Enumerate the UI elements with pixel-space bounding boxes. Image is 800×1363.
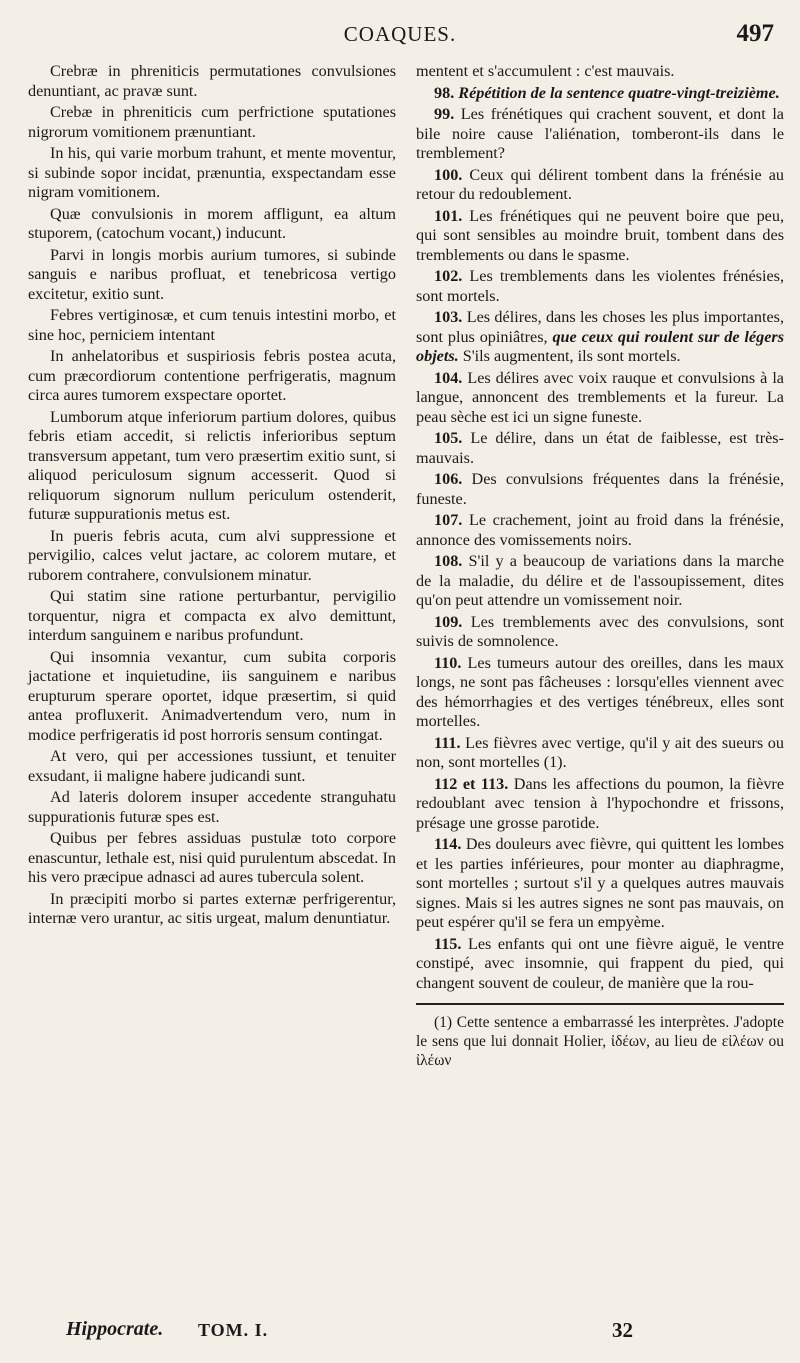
sentence-text: Les enfants qui ont une fièvre aiguë, le ventre constipé, avec insomnie, qui frappent du pied, qui changent souvent de couleur, de manière que la rou-: [416, 934, 784, 992]
sentence-106: [416, 470, 784, 509]
sentence-text: S'il y a beaucoup de variations dans la marche de la maladie, du délire et de l'assoupissement, dites qu'on peut attendre un vomissement noir.: [416, 552, 785, 609]
latin-paragraph: Crebræ in phreniticis permutationes convulsiones denuntiant, ac pravæ sunt.: [28, 62, 396, 100]
footnote: [416, 1013, 784, 1070]
signature-mark: 32: [612, 1318, 633, 1342]
french-column: [416, 62, 784, 1072]
footnote-text: (1) Cette sentence a embarrassé les interprètes. J'adopte le sens que lui donnait Holier, ἰδέων, au lieu de εἰλέων ou ἰλέων: [416, 1014, 784, 1069]
footer-title: Hippocrate.: [66, 1318, 164, 1340]
sentence-number: 111.: [434, 733, 461, 752]
sentence-number: 98.: [434, 83, 455, 102]
sentence-number: 99.: [434, 105, 455, 123]
sentence-number: 100.: [434, 165, 463, 184]
page-footer: [0, 1318, 800, 1348]
continuation-text: mentent et s'accumulent : c'est mauvais.: [416, 62, 675, 80]
footer-tome: TOM. I.: [198, 1320, 269, 1340]
latin-paragraph: Crebæ in phreniticis cum perfrictione sputationes nigrorum vomitionem prænuntiant.: [28, 103, 396, 141]
latin-paragraph: At vero, qui per accessiones tussiunt, et tenuiter exsudant, ii maligne habere judicandi sunt.: [28, 747, 396, 785]
sentence-100: [416, 166, 784, 205]
sentence-102: [416, 267, 784, 306]
sentence-text: Les fièvres avec vertige, qu'il y ait des sueurs ou non, sont mortelles (1).: [416, 733, 784, 771]
sentence-number: 102.: [434, 267, 463, 285]
sentence-number: 109.: [434, 612, 463, 631]
sentence-114: [416, 835, 784, 933]
sentence-text: Les délires avec voix rauque et convulsions à la langue, annoncent des tremblements et la fureur. La peau sèche est ici un signe funeste.: [416, 368, 784, 426]
sentence-number: 114.: [434, 835, 462, 853]
latin-paragraph: In pueris febris acuta, cum alvi suppressione et pervigilio, calces velut jactare, ac colorem mutare, et ruborem contrahere, convulsionem minatur.: [28, 526, 396, 584]
sentence-number: 105.: [434, 429, 463, 447]
latin-paragraph: In his, qui varie morbum trahunt, et mente moventur, si subinde sopor incidat, prænuntia, exspectandam esse nigram vomitionem.: [28, 144, 396, 201]
sentence-text: Le délire, dans un état de faiblesse, est très-mauvais.: [416, 429, 784, 467]
sentence-text: Le crachement, joint au froid dans la frénésie, annonce des vomissements noirs.: [416, 511, 785, 549]
sentence-text-after: S'ils augmentent, ils sont mortels.: [462, 347, 681, 365]
sentence-italic: que ceux qui roulent sur de légers objets.: [416, 327, 784, 365]
sentence-number: 107.: [434, 511, 463, 529]
sentence-108: [416, 552, 784, 611]
latin-paragraph: Ad lateris dolorem insuper accedente stranguhatu suppurationis futuræ spes est.: [28, 788, 396, 826]
sentence-115: [416, 935, 784, 994]
sentence-number: 112 et 113.: [434, 774, 509, 793]
sentence-number: 110.: [434, 653, 462, 672]
latin-paragraph: Quibus per febres assiduas pustulæ toto corpore enascuntur, lethale est, nisi quid purulentum abscedat. In his vero præcipue adnasci ad aures tubercula solent.: [28, 829, 396, 886]
sentence-text: Les frénétiques qui crachent souvent, et dont la bile noire cause l'aliénation, tomberont-ils dans le tremblement?: [416, 105, 784, 162]
sentence-101: [416, 207, 784, 266]
sentence-text: Des convulsions fréquentes dans la frénésie, funeste.: [416, 470, 784, 508]
sentence-number: 104.: [434, 368, 463, 387]
sentence-text: Ceux qui délirent tombent dans la frénésie au retour du redoublement.: [416, 165, 784, 203]
sentence-number: 115.: [434, 934, 462, 953]
footnote-rule: [416, 1003, 784, 1005]
sentence-number: 106.: [434, 470, 463, 488]
sentence-text: Les frénétiques qui ne peuvent boire que peu, qui sont sensibles au moindre bruit, tombent dans des tremblements ou dans le spasme.: [416, 206, 784, 264]
sentence-number: 103.: [434, 308, 463, 326]
sentence-99: [416, 105, 784, 164]
latin-paragraph: In anhelatoribus et suspiriosis febris postea acuta, cum præcordiorum contentione perfrigeratis, magnum circa aures tumorem exspectare oportet.: [28, 347, 396, 404]
running-title: COAQUES.: [343, 22, 457, 46]
sentence-109: [416, 613, 784, 652]
latin-paragraph: Qui insomnia vexantur, cum subita corporis jactatione et inquietudine, iis sanguinem e naribus erupturum sperare oportet, idque præsertim, si quid antea profluxerit. Animadvertendum vero, num in modice perfrigeratis id post horroris sensum contingat.: [28, 647, 396, 744]
latin-paragraph: Qui statim sine ratione perturbantur, pervigilio torquentur, nigra et compacta ex alvo demittunt, interdum sanguinem e naribus profundunt.: [28, 587, 396, 644]
sentence-105: [416, 429, 784, 468]
sentence-number: 101.: [434, 206, 463, 225]
sentence-112-113: [416, 775, 784, 834]
sentence-98: [416, 84, 784, 104]
latin-paragraph: Febres vertiginosæ, et cum tenuis intestini morbo, et sine hoc, perniciem intentant: [28, 306, 396, 344]
sentence-text: Dans les affections du poumon, la fièvre redoublant avec tension à l'hypochondre et frissons, présage une grosse parotide.: [416, 774, 785, 832]
sentence-111: [416, 734, 784, 773]
sentence-number: 108.: [434, 552, 463, 570]
latin-paragraph: Quæ convulsionis in morem affligunt, ea altum stuporem, (catochum vocant,) inducunt.: [28, 204, 396, 242]
latin-column: [28, 62, 396, 931]
sentence-text: Des douleurs avec fièvre, qui quittent les lombes et les parties inférieures, pour monter au diaphragme, sont mortelles ; surtout s'il y a quelques autres mauvais signes. Mais si les autres signes ne sont pas mauvais, on peut espérer qu'il se fera un empyème.: [416, 835, 784, 931]
sentence-110: [416, 654, 784, 732]
page-number: 497: [736, 20, 774, 47]
running-head: [0, 20, 800, 54]
latin-paragraph: In præcipiti morbo si partes externæ perfrigerentur, internæ vero urantur, ac sitis urgeat, malum denuntiatur.: [28, 889, 396, 927]
sentence-italic: Répétition de la sentence quatre-vingt-treizième.: [458, 83, 780, 102]
latin-paragraph: Lumborum atque inferiorum partium dolores, quibus febris etiam accedit, si relictis inferioribus septum transversum appetant, tum vero præsertim exitio sunt, si aliquod periculosum signum accesserit. Quod si reliquorum signorum nullum periculum ostenderit, futuræ suppurationis metus est.: [28, 407, 396, 523]
sentence-text: Les tremblements dans les violentes frénésies, sont mortels.: [416, 267, 784, 305]
latin-paragraph: Parvi in longis morbis aurium tumores, si subinde sanguis e naribus profluat, et tenebricosa vertigo excitetur, exitio sunt.: [28, 245, 396, 303]
sentence-text: Les tremblements avec des convulsions, sont suivis de somnolence.: [416, 612, 785, 650]
sentence-107: [416, 511, 784, 550]
sentence-104: [416, 369, 784, 428]
sentence-103: [416, 308, 784, 367]
sentence-text: Les tumeurs autour des oreilles, dans les maux longs, ne sont pas fâcheuses : lorsqu'elles viennent avec des hémorrhagies et des vertiges ténébreux, elles sont mortelles.: [416, 653, 785, 730]
sentence-text: Les délires, dans les choses les plus importantes, sont plus opiniâtres,: [416, 308, 784, 346]
